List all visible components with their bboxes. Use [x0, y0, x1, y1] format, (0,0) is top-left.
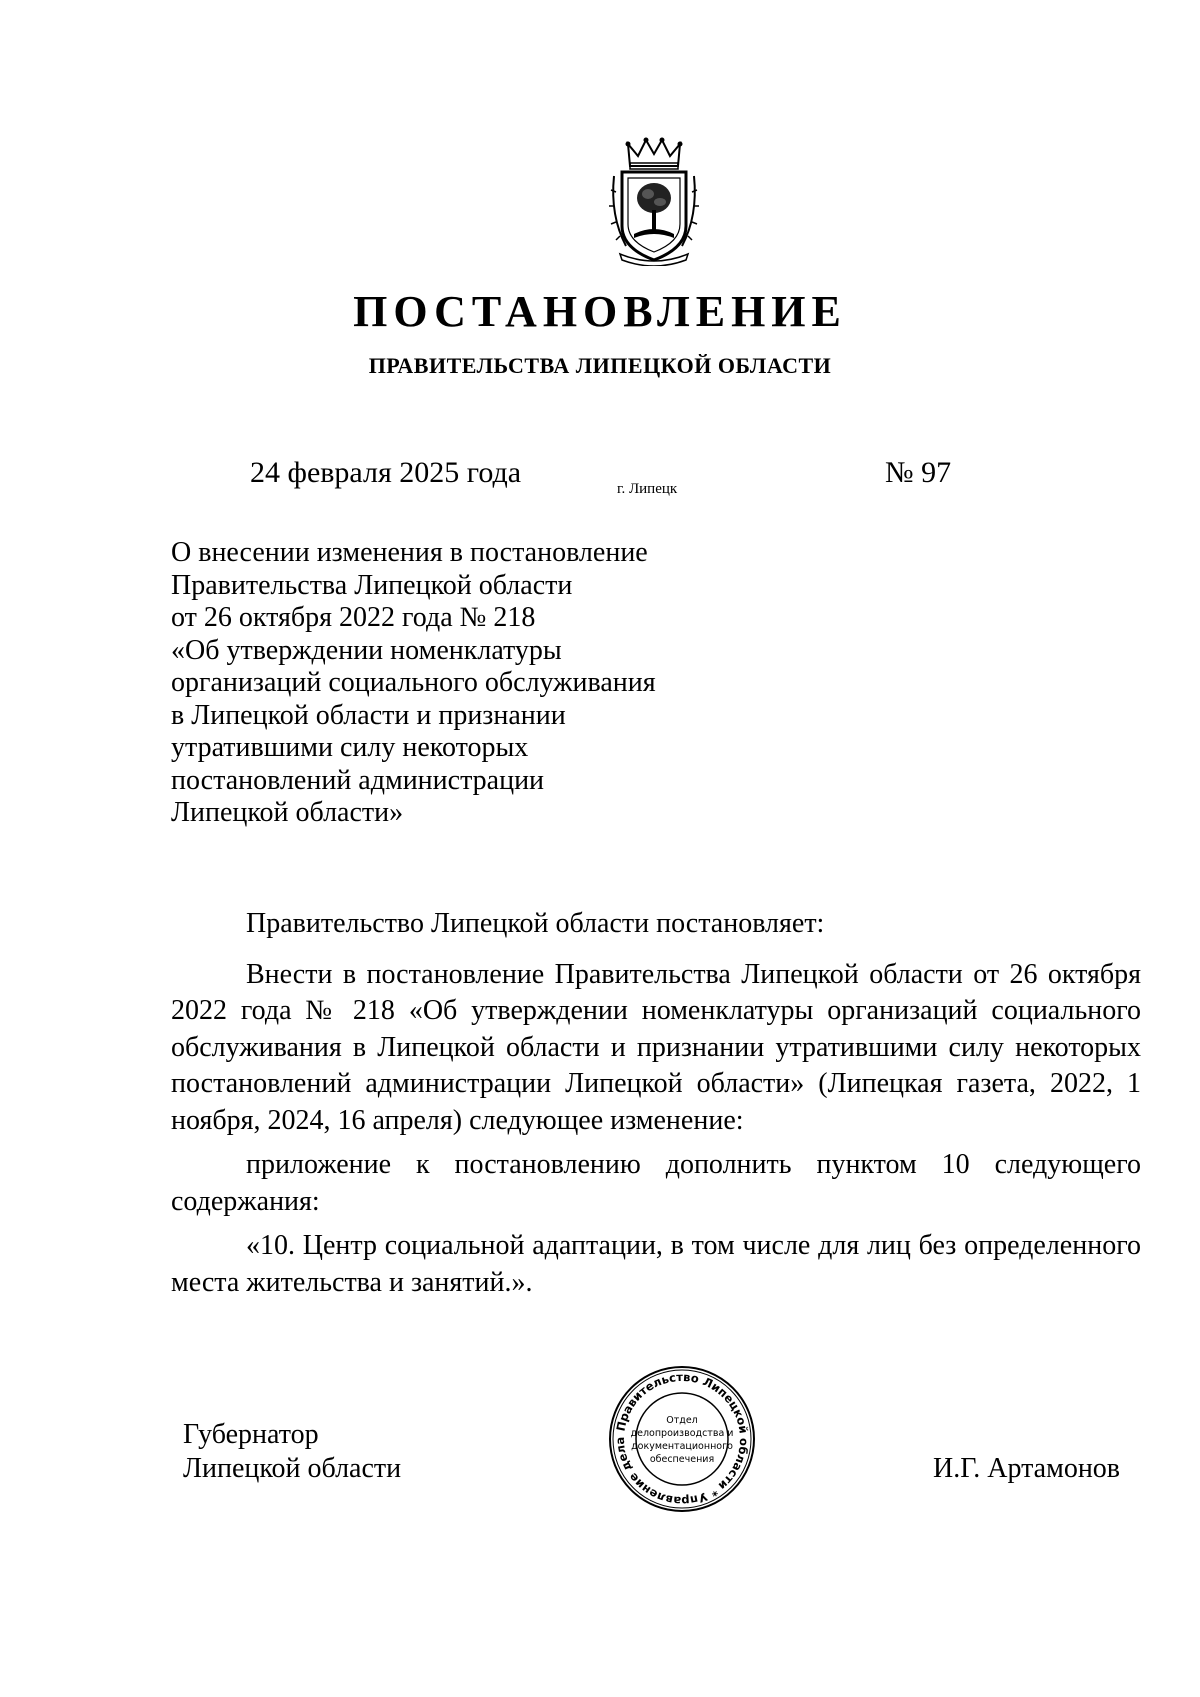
subject-line: Липецкой области»: [171, 797, 404, 828]
body-paragraph: «10. Центр социальной адаптации, в том числе для лиц без определенного места жительства и занятий.».: [171, 1230, 1141, 1298]
subject-line: организаций социального обслуживания: [171, 667, 656, 698]
subject-line: О внесении изменения в постановление: [171, 537, 648, 568]
stamp-inner-line: Отдел: [666, 1415, 698, 1426]
signer-position-line: Липецкой области: [183, 1453, 402, 1484]
coat-of-arms-icon: [608, 136, 700, 266]
body-paragraph: Внести в постановление Правительства Липецкой области от 26 октября 2022 года № 218 «Об утверждении номенклатуры организаций социального обслуживания в Липецкой области и признании утратившими силу некоторых постановлений администрации Липецкой области» (Липецкая газета, 2022, 1 ноября, 2024, 16 апреля) следующее изменение:: [171, 958, 1141, 1136]
stamp-inner-line: делопроизводства и: [630, 1428, 734, 1439]
stamp-inner-line: обеспечения: [649, 1454, 715, 1465]
document-body: [171, 906, 1141, 1309]
body-paragraph: Правительство Липецкой области постановляет:: [246, 908, 825, 939]
document-number: № 97: [885, 456, 952, 489]
signer-name: И.Г. Артамонов: [933, 1453, 1121, 1484]
document-subject: [171, 537, 691, 830]
subject-line: в Липецкой области и признании: [171, 699, 566, 731]
subject-line: Правительства Липецкой области: [171, 569, 573, 601]
body-paragraph: приложение к постановлению дополнить пунктом 10 следующего содержания:: [171, 1149, 1141, 1217]
subject-line: от 26 октября 2022 года № 218: [171, 602, 536, 633]
document-issuer: ПРАВИТЕЛЬСТВА ЛИПЕЦКОЙ ОБЛАСТИ: [368, 353, 832, 378]
stamp-outer-text: Правительство Липецкой области * Управление дела: [612, 1369, 752, 1509]
official-stamp: [608, 1365, 756, 1513]
document-title: ПОСТАНОВЛЕНИЕ: [353, 287, 847, 336]
stamp-inner-line: документационного: [631, 1441, 733, 1452]
document-date: 24 февраля 2025 года: [250, 456, 522, 489]
document-city: г. Липецк: [617, 481, 678, 497]
signer-position: [183, 1418, 401, 1486]
subject-line: постановлений администрации: [171, 764, 545, 796]
signer-position-line: Губернатор: [183, 1419, 319, 1450]
subject-line: утратившими силу некоторых: [171, 732, 529, 763]
subject-line: «Об утверждении номенклатуры: [171, 634, 562, 666]
